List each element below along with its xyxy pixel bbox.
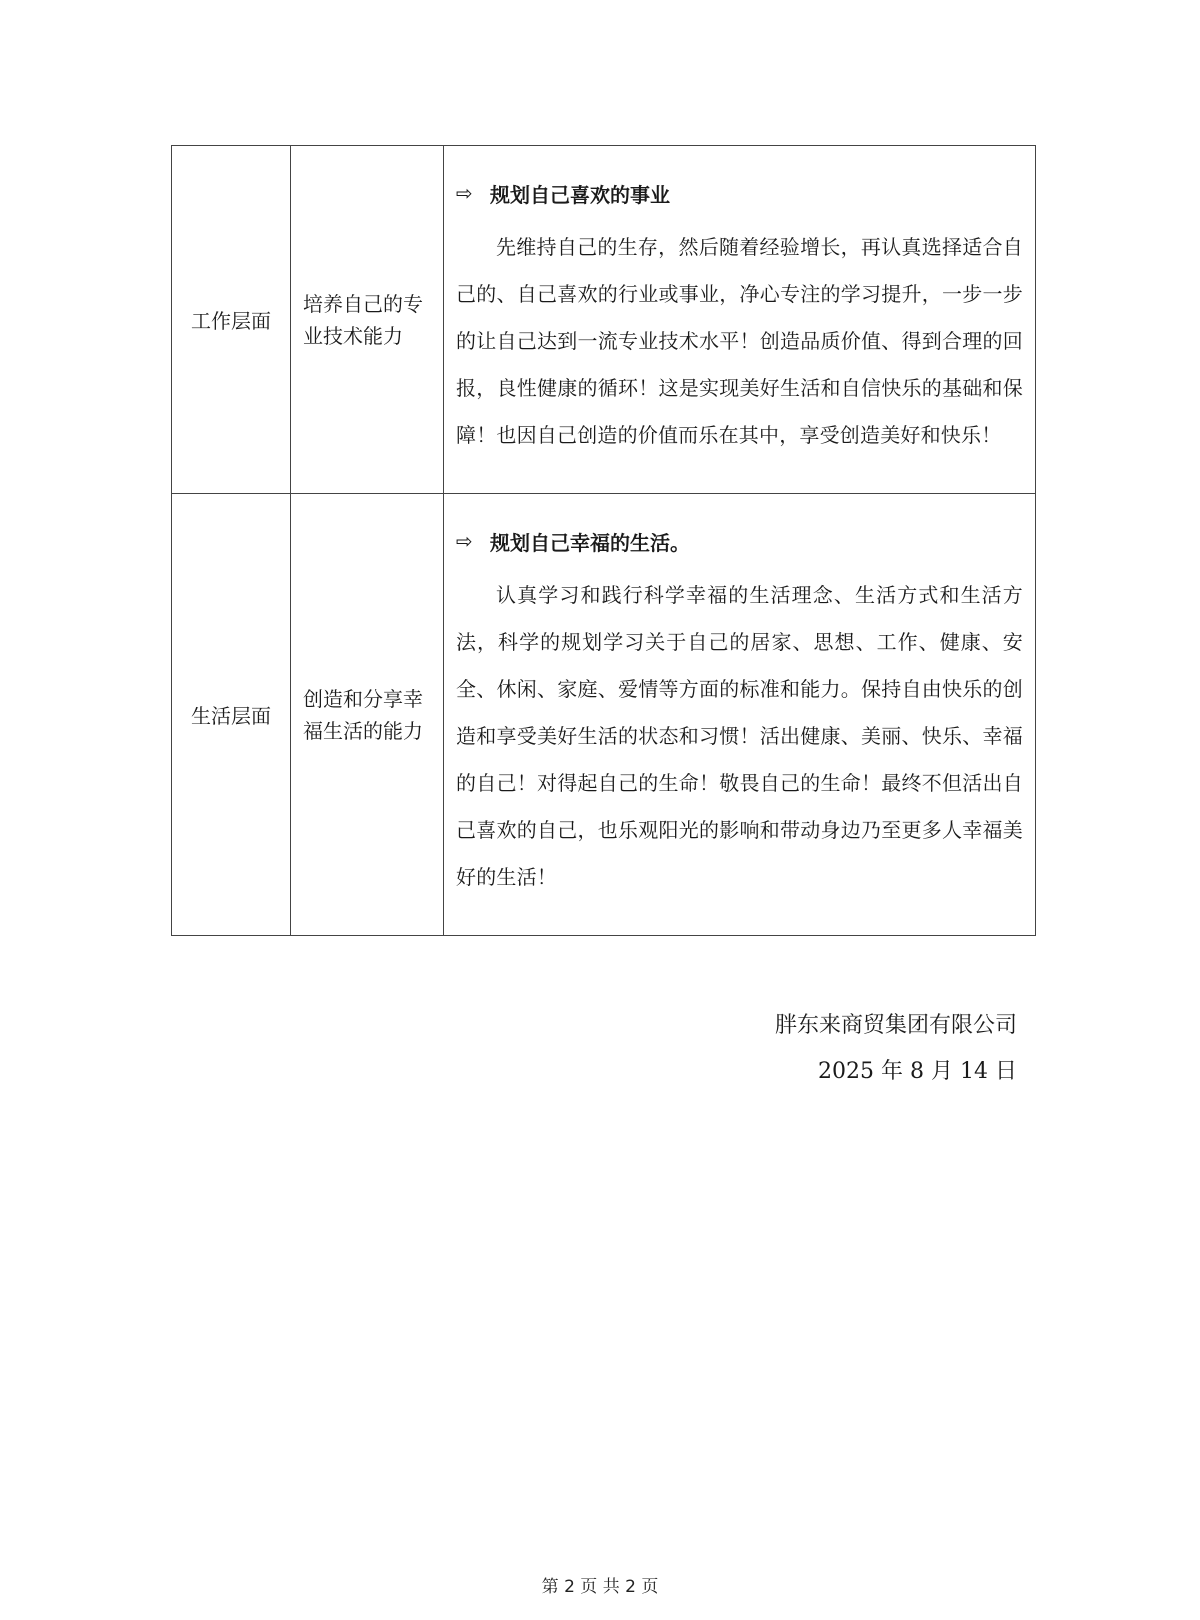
page-indicator: 第 2 页 共 2 页 (541, 1577, 659, 1597)
section-body: 认真学习和践行科学幸福的生活理念、生活方式和生活方法，科学的规划学习关于自己的居家、思想、工作、健康、安全、休闲、家庭、爱情等方面的标准和能力。保持自由快乐的创造和享受美好生活的状态和习惯！活出健康、美丽、快乐、幸福的自己！对得起自己的生命！敬畏自己的生命！最终不但活出自己喜欢的自己，也乐观阳光的影响和带动身边乃至更多人幸福美好的生活！ (456, 583, 1023, 889)
table-row (172, 494, 1036, 936)
arrow-right-outline-icon: ⇨ (456, 529, 473, 553)
table-row (172, 146, 1036, 494)
level-cell: 生活层面 (172, 494, 291, 936)
ability-cell: 创造和分享幸福生活的能力 (291, 494, 444, 936)
plan-table (171, 145, 1036, 936)
signature-date: 2025 年 8 月 14 日 (818, 1059, 1017, 1084)
company-name: 胖东来商贸集团有限公司 (774, 1013, 1017, 1038)
content-cell (444, 146, 1036, 494)
section-heading-text: 规划自己喜欢的事业 (490, 182, 670, 207)
section-heading (456, 524, 1023, 558)
arrow-right-outline-icon: ⇨ (456, 181, 473, 205)
level-cell: 工作层面 (172, 146, 291, 494)
section-body: 先维持自己的生存，然后随着经验增长，再认真选择适合自己的、自己喜欢的行业或事业，净心专注的学习提升，一步一步的让自己达到一流专业技术水平！创造品质价值、得到合理的回报，良性健康的循环！这是实现美好生活和自信快乐的基础和保障！也因自己创造的价值而乐在其中，享受创造美好和快乐！ (456, 235, 1023, 447)
section-heading (456, 176, 1023, 210)
content-cell (444, 494, 1036, 936)
signature-block (775, 1003, 1017, 1095)
section-heading-text: 规划自己幸福的生活。 (490, 530, 690, 555)
ability-cell: 培养自己的专业技术能力 (291, 146, 444, 494)
